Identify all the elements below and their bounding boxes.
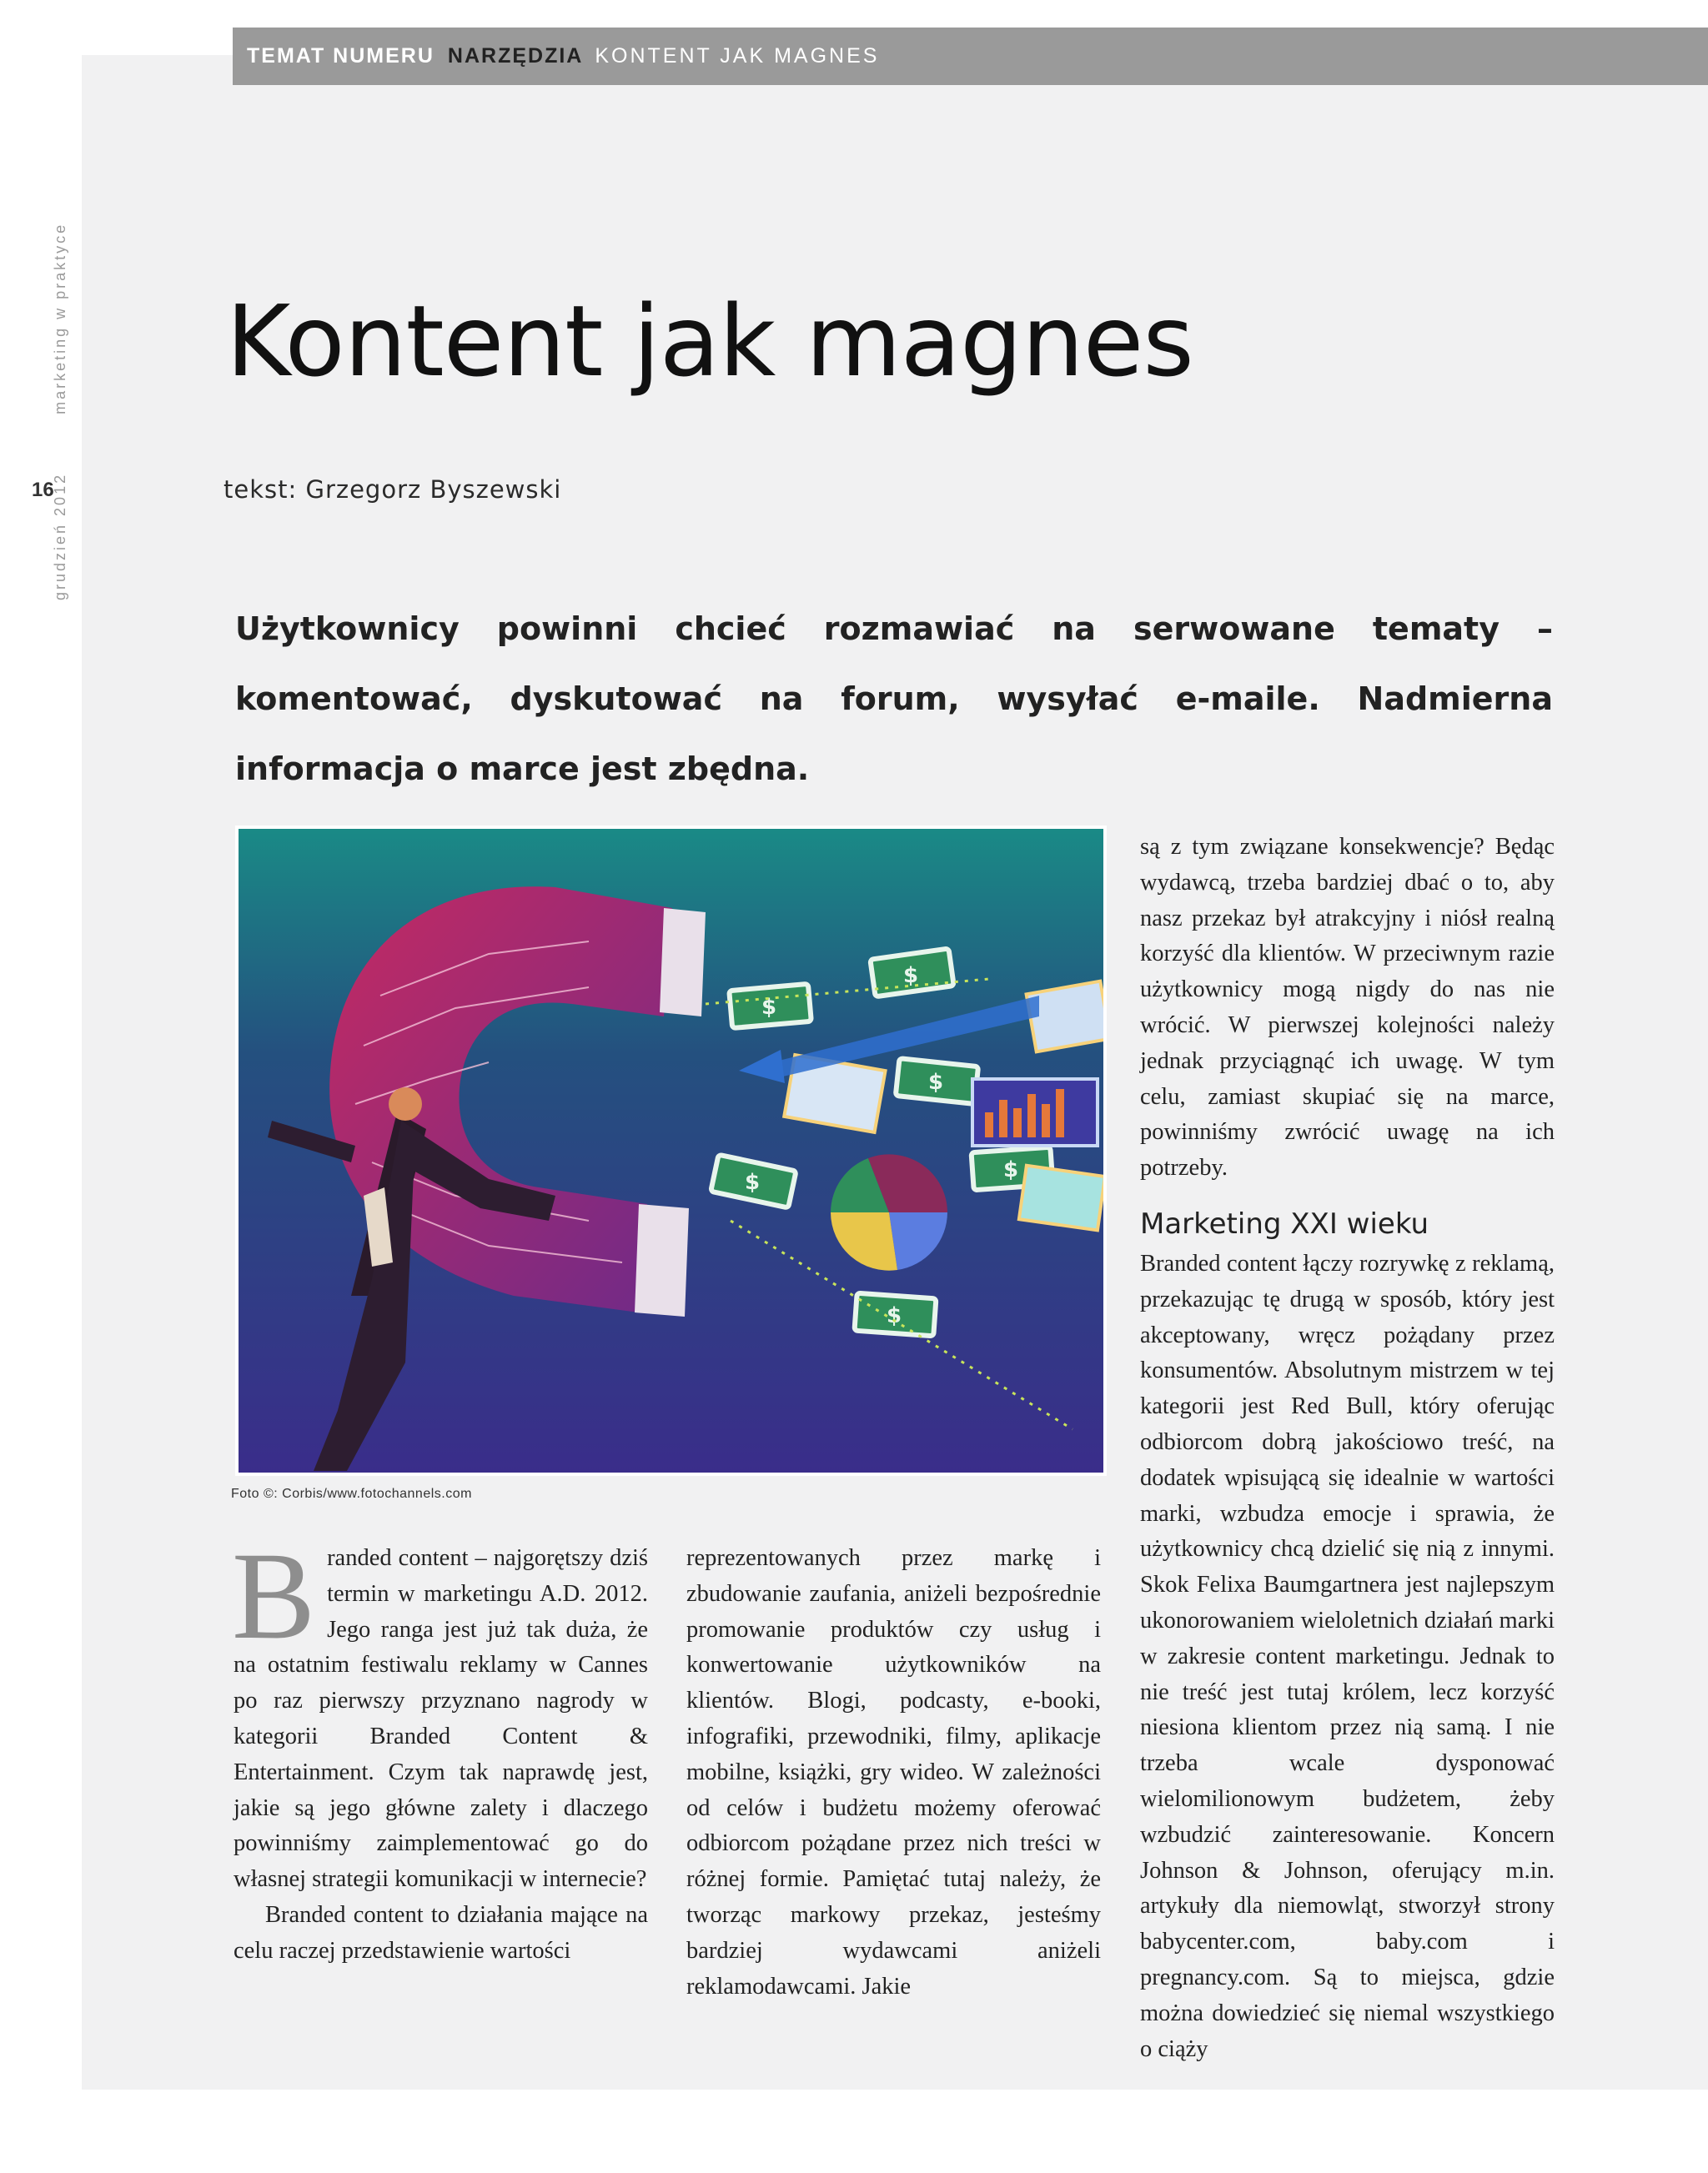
magnet-money-illustration-icon [239,829,1103,1473]
svg-text:$: $ [928,1070,944,1095]
svg-text:$: $ [887,1303,902,1328]
paragraph [232,1527,648,1898]
text-column-2 [686,1541,1101,2005]
paragraph: Branded content to działania mające na celu raczej przedstawienie wartości [234,1901,648,1964]
side-folio [52,223,69,600]
header-category: NARZĘDZIA [447,44,584,68]
article-illustration [235,826,1107,1476]
magazine-name: marketing w praktyce [52,222,68,414]
page-bottom-margin [0,2090,1708,2173]
svg-text:$: $ [1003,1157,1019,1182]
paragraph: są z tym związane konsekwencje? Będąc wydawcą, trzeba bardziej dbać o to, aby nasz przekaz był atrakcyjny i niósł realną korzyść dla klientów. W przeciwnym razie użytkownicy mogą nigdy do nas nie wrócić. W pierwszej kolejności należy jednak przyciągnąć ich uwagę. W tym celu, zamiast skupiać się na marce, powinniśmy zwrócić uwagę na ich potrzeby. [1140,834,1555,1182]
text-column-3 [1140,830,1555,2067]
svg-text:$: $ [761,995,777,1020]
photo-credit: Foto ©: Corbis/www.fotochannels.com [231,1487,472,1501]
paragraph-text: randed content – najgorętszy dziś termin w marketingu A.D. 2012. Jego ranga jest już tak duża, że na ostatnim festiwalu reklamy w Cannes po raz pierwszy przyznano nagrody w kategorii Branded Content & Entertainment. Czym tak naprawdę jest, jakie są jego główne zalety i dlaczego powinniśmy zaimplementować go do własnej strategii komunikacji w internecie? [234,1545,648,1893]
issue-date: grudzień 2012 [52,472,68,600]
drop-cap: B [232,1527,316,1665]
running-header [233,28,1708,85]
svg-text:$: $ [745,1170,761,1195]
header-topic: KONTENT JAK MAGNES [595,44,880,68]
text-column-1 [232,1527,648,1970]
paragraph: reprezentowanych przez markę i zbudowanie zaufania, aniżeli bezpośrednie promowanie produktów czy usług i konwertowanie użytkowników na klientów. Blogi, podcasty, e-booki, infografiki, przewodniki, filmy, aplikacje mobilne, książki, gry wideo. W zależności od celów i budżetu możemy oferować odbiorcom pożądane przez nich treści w różnej formie. Pamiętać tutaj należy, że tworząc markowy przekaz, jesteśmy bardziej wydawcami aniżeli reklamodawcami. Jakie [686,1545,1101,2000]
section-subheading: Marketing XXI wieku [1140,1207,1429,1241]
page-number: 16 [32,479,54,501]
header-section: TEMAT NUMERU [247,44,435,68]
article-lead: Użytkownicy powinni chcieć rozmawiać na serwowane tematy – komentować, dyskutować na forum, wysyłać e-maile. Nadmierna informacja o marce jest zbędna. [235,610,1553,787]
article-title: Kontent jak magnes [226,284,1193,399]
article-byline: tekst: Grzegorz Byszewski [224,475,562,504]
paragraph: Branded content łączy rozrywkę z reklamą, przekazując tę drugą w sposób, który jest akceptowany, wręcz pożądany przez konsumentów. Absolutnym mistrzem w tej kategorii jest Red Bull, który oferując odbiorcom dobrą jakościowo treść, na dodatek wpisującą się idealnie w wartości marki, wzbudza emocje i sprawia, że użytkownicy chcą dzielić się nią z innymi. Skok Felixa Baumgartnera jest najlepszym ukonorowaniem wieloletnich działań marki w zakresie content marketingu. Jednak to nie treść jest tutaj królem, lecz korzyść niesiona klientom przez nią samą. I nie trzeba wcale dysponować wielomilionowym budżetem, żeby wzbudzić zainteresowanie. Koncern Johnson & Johnson, oferujący m.in. artykuły dla niemowląt, stworzył strony babycenter.com, baby.com i pregnancy.com. Są to miejsca, gdzie można dowiedzieć się niemal wszystkiego o ciąży [1140,1250,1555,2062]
svg-text:$: $ [903,963,919,988]
